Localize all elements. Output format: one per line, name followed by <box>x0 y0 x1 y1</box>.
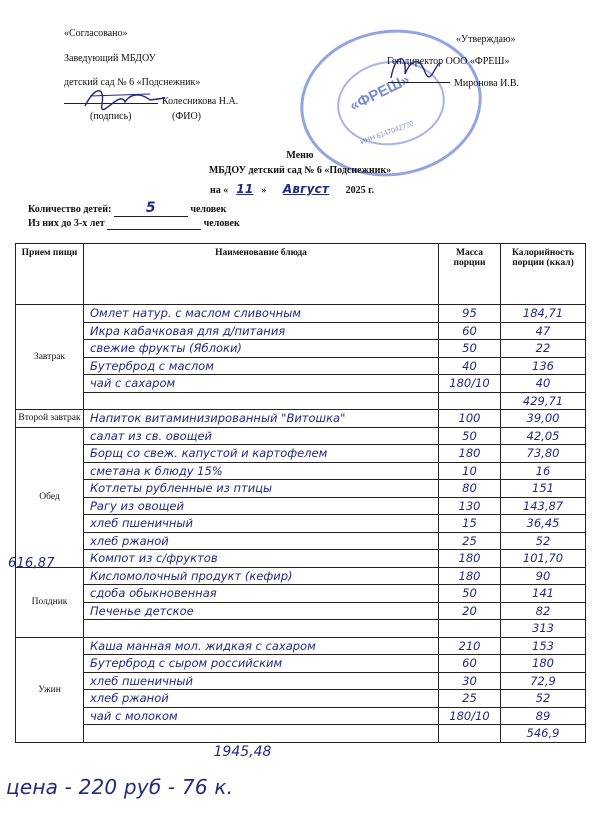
dish-mass: 25 <box>439 690 501 708</box>
dish-name: свежие фрукты (Яблоки) <box>84 340 439 358</box>
dish-mass: 50 <box>439 585 501 603</box>
signature-scribble-left <box>80 84 170 114</box>
dish-kcal: 52 <box>501 532 586 550</box>
dish-mass: 180/10 <box>439 375 501 393</box>
table-row <box>16 305 586 323</box>
day-total: 1945,48 <box>213 744 272 761</box>
dish-mass: 60 <box>439 322 501 340</box>
dish-kcal: 47 <box>501 322 586 340</box>
dish-kcal: 89 <box>501 707 586 725</box>
dish-mass: 15 <box>439 515 501 533</box>
signature-label: (подпись) <box>90 111 132 122</box>
meal-name: Второй завтрак <box>16 410 84 428</box>
agreed-name: Колесникова Н.А. <box>162 96 239 107</box>
agreed-position: Заведующий МБДОУ <box>64 53 156 64</box>
table-row <box>16 532 586 550</box>
dish-name: хлеб ржаной <box>84 690 439 708</box>
dish-name <box>84 392 439 410</box>
price-note: цена - 220 руб - 76 к. <box>6 775 234 799</box>
meal-name <box>8 427 84 571</box>
dish-name: сдоба обыкновенная <box>84 585 439 603</box>
children-count-value: 5 <box>114 200 188 217</box>
dish-kcal: 313 <box>501 620 586 638</box>
table-row <box>16 375 586 393</box>
dish-name: Котлеты рубленные из птицы <box>84 480 439 498</box>
dish-kcal: 40 <box>501 375 586 393</box>
table-row <box>16 515 586 533</box>
dish-kcal: 153 <box>501 637 586 655</box>
table-row <box>16 340 586 358</box>
table-row <box>16 462 586 480</box>
date-month: Август <box>282 182 330 196</box>
dish-kcal: 184,71 <box>501 305 586 323</box>
menu-body <box>8 305 586 763</box>
dish-kcal: 429,71 <box>501 392 586 410</box>
table-row <box>16 322 586 340</box>
table-row <box>16 567 586 585</box>
dish-name: хлеб ржаной <box>84 532 439 550</box>
table-row <box>16 690 586 708</box>
dish-kcal: 141 <box>501 585 586 603</box>
dish-mass: 130 <box>439 497 501 515</box>
table-row <box>16 445 586 463</box>
dish-mass: 100 <box>439 410 501 428</box>
meal-note: 616,87 <box>8 555 55 571</box>
dish-name: Борщ со свеж. капустой и картофелем <box>84 445 439 463</box>
dish-kcal: 82 <box>501 602 586 620</box>
dish-kcal: 136 <box>501 357 586 375</box>
dish-mass: 180 <box>439 567 501 585</box>
dish-kcal: 42,05 <box>501 427 586 445</box>
dish-mass: 40 <box>439 357 501 375</box>
approve-name: Миронова И.В. <box>454 78 520 89</box>
header-kcal: Калорийность порции (ккал) <box>501 244 586 305</box>
approve-position: Ген.директор ООО «ФРЕШ» <box>387 56 510 67</box>
table-row <box>16 707 586 725</box>
header-meal: Прием пищи <box>16 244 84 305</box>
dish-name: Компот из с/фруктов <box>84 550 439 568</box>
dish-kcal: 151 <box>501 480 586 498</box>
agreed-label: «Согласовано» <box>64 28 128 39</box>
dish-mass: 25 <box>439 532 501 550</box>
dish-mass: 95 <box>439 305 501 323</box>
dish-mass: 180 <box>439 445 501 463</box>
dish-name: Каша манная мол. жидкая с сахаром <box>84 637 439 655</box>
dish-mass: 30 <box>439 672 501 690</box>
table-row <box>16 410 586 428</box>
dish-kcal: 36,45 <box>501 515 586 533</box>
dish-name: хлеб пшеничный <box>84 515 439 533</box>
dish-mass: 50 <box>439 340 501 358</box>
dish-mass: 20 <box>439 602 501 620</box>
menu-title: Меню <box>286 150 314 161</box>
dish-mass: 210 <box>439 637 501 655</box>
header-mass: Масса порции <box>439 244 501 305</box>
header-dish: Наименование блюда <box>84 244 439 305</box>
dish-mass: 50 <box>439 427 501 445</box>
under3-count: Из них до 3-х лет человек <box>28 218 240 229</box>
dish-kcal: 72,9 <box>501 672 586 690</box>
table-row <box>16 550 586 568</box>
menu-subtitle: МБДОУ детский сад № 6 «Подснежник» <box>208 165 392 176</box>
total-row <box>16 742 586 762</box>
table-row <box>16 620 586 638</box>
dish-mass: 180 <box>439 550 501 568</box>
dish-name: Кисломолочный продукт (кефир) <box>84 567 439 585</box>
dish-kcal: 73,80 <box>501 445 586 463</box>
meal-name: Ужин <box>16 637 84 742</box>
dish-name: сметана к блюду 15% <box>84 462 439 480</box>
table-row <box>16 357 586 375</box>
dish-kcal: 16 <box>501 462 586 480</box>
dish-name: салат из св. овощей <box>84 427 439 445</box>
dish-name <box>84 725 439 743</box>
dish-kcal: 22 <box>501 340 586 358</box>
meal-name: Завтрак <box>16 305 84 410</box>
approve-label: «Утверждаю» <box>456 34 516 45</box>
fio-label: (ФИО) <box>172 111 202 122</box>
dish-mass: 10 <box>439 462 501 480</box>
dish-name: Икра кабачковая для д/питания <box>84 322 439 340</box>
table-row <box>16 427 586 445</box>
dish-kcal: 90 <box>501 567 586 585</box>
dish-kcal: 39,00 <box>501 410 586 428</box>
dish-mass: 80 <box>439 480 501 498</box>
dish-name: Бутерброд с сыром российским <box>84 655 439 673</box>
dish-kcal: 546,9 <box>501 725 586 743</box>
menu-table <box>8 243 586 762</box>
dish-name: хлеб пшеничный <box>84 672 439 690</box>
agreed-org: детский сад № 6 «Подснежник» <box>64 77 201 88</box>
date-day: 11 <box>236 182 254 196</box>
dish-mass: 180/10 <box>439 707 501 725</box>
dish-kcal: 180 <box>501 655 586 673</box>
dish-name: Напиток витаминизированный "Витошка" <box>84 410 439 428</box>
stamp-name: «ФРЕШ» <box>347 71 413 115</box>
table-row <box>16 672 586 690</box>
children-count: Количество детей: 5 человек <box>28 200 227 216</box>
table-row <box>16 725 586 743</box>
dish-name: Рагу из овощей <box>84 497 439 515</box>
dish-mass <box>439 725 501 743</box>
dish-name: Бутерброд с маслом <box>84 357 439 375</box>
dish-kcal: 101,70 <box>501 550 586 568</box>
dish-name: Печенье детское <box>84 602 439 620</box>
dish-name <box>84 620 439 638</box>
table-row <box>16 480 586 498</box>
stamp-inn: ИНН 6147042770 <box>359 120 415 147</box>
dish-name: чай с молоком <box>84 707 439 725</box>
table-row <box>16 497 586 515</box>
meal-name-label: Обед <box>39 492 60 502</box>
dish-kcal: 143,87 <box>501 497 586 515</box>
dish-mass: 60 <box>439 655 501 673</box>
menu-date: на « 11 » Август 2025 г. <box>210 182 375 196</box>
table-row <box>16 392 586 410</box>
signature-scribble-right <box>385 50 445 84</box>
meal-name: Полдник <box>16 567 84 637</box>
dish-name: Омлет натур. с маслом сливочным <box>84 305 439 323</box>
table-row <box>16 602 586 620</box>
dish-mass <box>439 620 501 638</box>
table-row <box>16 637 586 655</box>
table-row <box>16 585 586 603</box>
table-row <box>16 655 586 673</box>
dish-kcal: 52 <box>501 690 586 708</box>
dish-name: чай с сахаром <box>84 375 439 393</box>
dish-mass <box>439 392 501 410</box>
